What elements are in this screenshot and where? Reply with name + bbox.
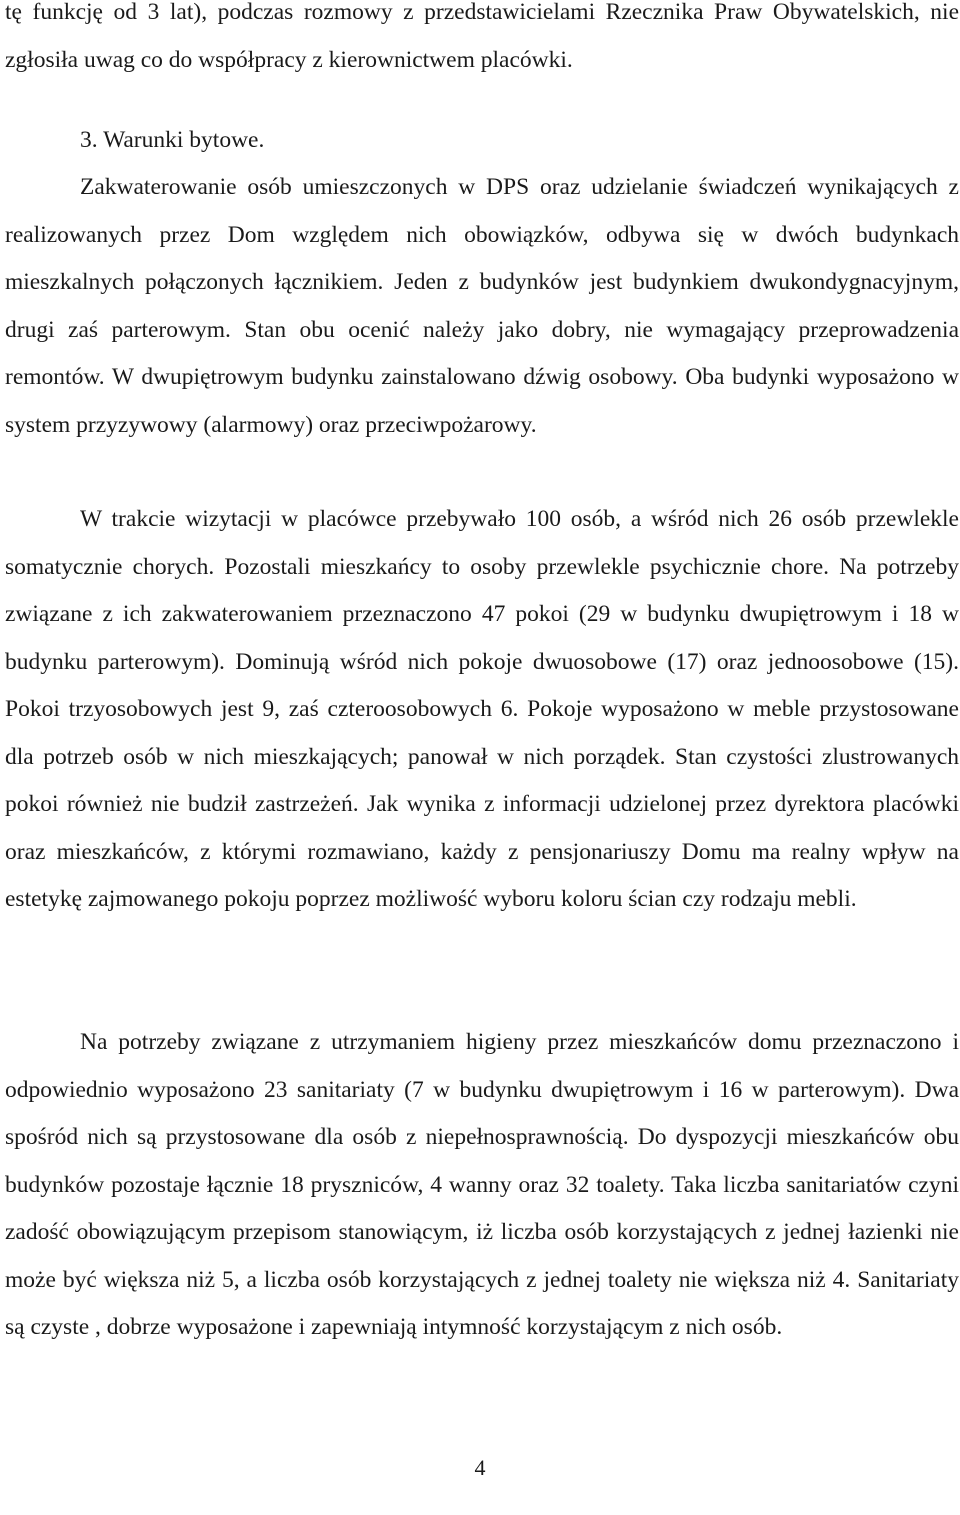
paragraph-continuation: tę funkcję od 3 lat), podczas rozmowy z przedstawicielami Rzecznika Praw Obywatelskich, nie zgłosiła uwag co do współpracy z kierownictwem placówki.	[5, 0, 959, 73]
paragraph-sanitation: Na potrzeby związane z utrzymaniem higieny przez mieszkańców domu przeznaczono i odpowiednio wyposażono 23 sanitariaty (7 w budynku dwupiętrowym i 16 w parterowym). Dwa spośród nich są przystosowane dla osób z niepełnosprawnością. Do dyspozycji mieszkańców obu budynków pozostaje łącznie 18 pryszniców, 4 wanny oraz 32 toalety. Taka liczba sanitariatów czyni zadość obowiązującym przepisom stanowiącym, iż liczba osób korzystających z jednej łazienki nie może być większa niż 5, a liczba osób korzystających z jednej toalety nie większa niż 4. Sanitariaty są czyste , dobrze wyposażone i zapewniają intymność korzystającym z nich osób.	[5, 1029, 959, 1340]
page-number: 4	[474, 1455, 486, 1480]
paragraph-residents: W trakcie wizytacji w placówce przebywało 100 osób, a wśród nich 26 osób przewlekle somatycznie chorych. Pozostali mieszkańcy to osoby przewlekle psychicznie chore. Na potrzeby związane z ich zakwaterowaniem przeznaczono 47 pokoi (29 w budynku dwupiętrowym i 18 w budynku parterowym). Dominują wśród nich pokoje dwuosobowe (17) oraz jednoosobowe (15). Pokoi trzyosobowych jest 9, zaś czteroosobowych 6. Pokoje wyposażono w meble przystosowane dla potrzeb osób w nich mieszkających; panował w nich porządek. Stan czystości zlustrowanych pokoi również nie budził zastrzeżeń. Jak wynika z informacji udzielonej przez dyrektora placówki oraz mieszkańców, z którymi rozmawiano, każdy z pensjonariuszy Domu ma realny wpływ na estetykę zajmowanego pokoju poprzez możliwość wyboru koloru ścian czy rodzaju mebli.	[5, 506, 959, 912]
section-heading: 3. Warunki bytowe.	[80, 127, 265, 153]
paragraph-accommodation: Zakwaterowanie osób umieszczonych w DPS oraz udzielanie świadczeń wynikających z realizowanych przez Dom względem nich obowiązków, odbywa się w dwóch budynkach mieszkalnych połączonych łącznikiem. Jeden z budynków jest budynkiem dwukondygnacyjnym, drugi zaś parterowym. Stan obu ocenić należy jako dobry, nie wymagający przeprowadzenia remontów. W dwupiętrowym budynku zainstalowano dźwig osobowy. Oba budynki wyposażono w system przyzywowy (alarmowy) oraz przeciwpożarowy.	[5, 174, 959, 438]
